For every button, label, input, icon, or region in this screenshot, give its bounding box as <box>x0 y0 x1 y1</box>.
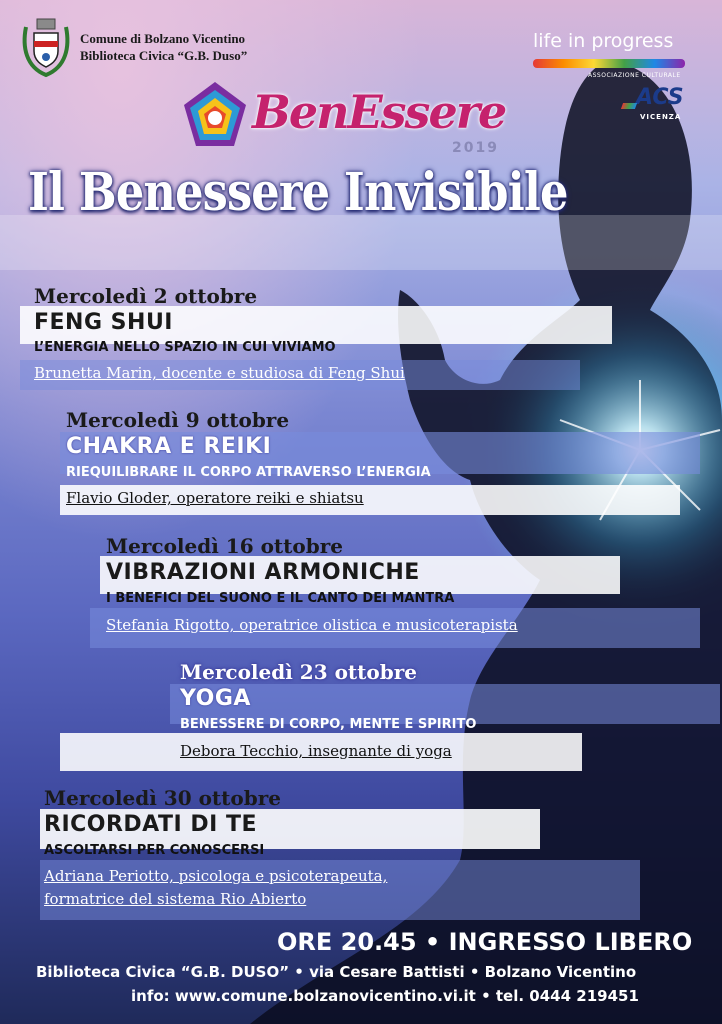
event-speaker: Brunetta Marin, docente e studiosa di Feng Shui <box>34 364 405 382</box>
event-title: CHAKRA E REIKI <box>66 434 272 459</box>
coat-of-arms-icon <box>20 17 72 79</box>
event-title: FENG SHUI <box>34 310 173 335</box>
comune-label: Comune di Bolzano Vicentino <box>80 31 246 46</box>
event-title: RICORDATI DI TE <box>44 812 257 837</box>
rainbow-bar-icon <box>533 59 685 68</box>
event-date: Mercoledì 2 ottobre <box>34 284 258 308</box>
event-speaker: Stefania Rigotto, operatrice olistica e musicoterapista <box>106 616 518 634</box>
footer-info: info: www.comune.bolzanovicentino.vi.it • tel. 0444 219451 <box>131 987 639 1005</box>
biblioteca-label: Biblioteca Civica “G.B. Duso” <box>80 48 248 63</box>
event-speaker: Adriana Periotto, psicologa e psicoterapeuta, <box>44 867 388 885</box>
event-speaker: formatrice del sistema Rio Abierto <box>44 890 307 908</box>
event-subtitle: L’ENERGIA NELLO SPAZIO IN CUI VIVIAMO <box>34 340 336 355</box>
event-date: Mercoledì 9 ottobre <box>66 408 290 432</box>
event-date: Mercoledì 30 ottobre <box>44 786 281 810</box>
acs-logo-icon: ACS <box>636 85 684 110</box>
benessere-year: 2019 <box>452 140 499 156</box>
event-subtitle: ASCOLTARSI PER CONOSCERSI <box>44 843 265 858</box>
footer-time: ORE 20.45 • INGRESSO LIBERO <box>277 928 693 956</box>
event-subtitle: I BENEFICI DEL SUONO E IL CANTO DEI MANTRA <box>106 591 455 606</box>
event-subtitle: RIEQUILIBRARE IL CORPO ATTRAVERSO L’ENERGIA <box>66 465 431 480</box>
event-date: Mercoledì 16 ottobre <box>106 534 343 558</box>
lip-logo-text: life in progress <box>533 30 674 52</box>
event-speaker: Flavio Gloder, operatore reiki e shiatsu <box>66 489 364 507</box>
event-speaker: Debora Tecchio, insegnante di yoga <box>180 742 452 760</box>
event-title: VIBRAZIONI ARMONICHE <box>106 560 420 585</box>
page-title: Il Benessere Invisibile <box>28 162 568 223</box>
acs-sub-label: VICENZA <box>640 113 682 121</box>
event-date: Mercoledì 23 ottobre <box>180 660 417 684</box>
lip-sub-label: ASSOCIAZIONE CULTURALE <box>588 72 681 79</box>
event-title: YOGA <box>180 686 251 711</box>
benessere-brand: BenEssere <box>252 85 506 139</box>
footer-address: Biblioteca Civica “G.B. DUSO” • via Cesare Battisti • Bolzano Vicentino <box>36 963 637 981</box>
benessere-logo-icon <box>180 80 250 152</box>
event-subtitle: BENESSERE DI CORPO, MENTE E SPIRITO <box>180 717 477 732</box>
